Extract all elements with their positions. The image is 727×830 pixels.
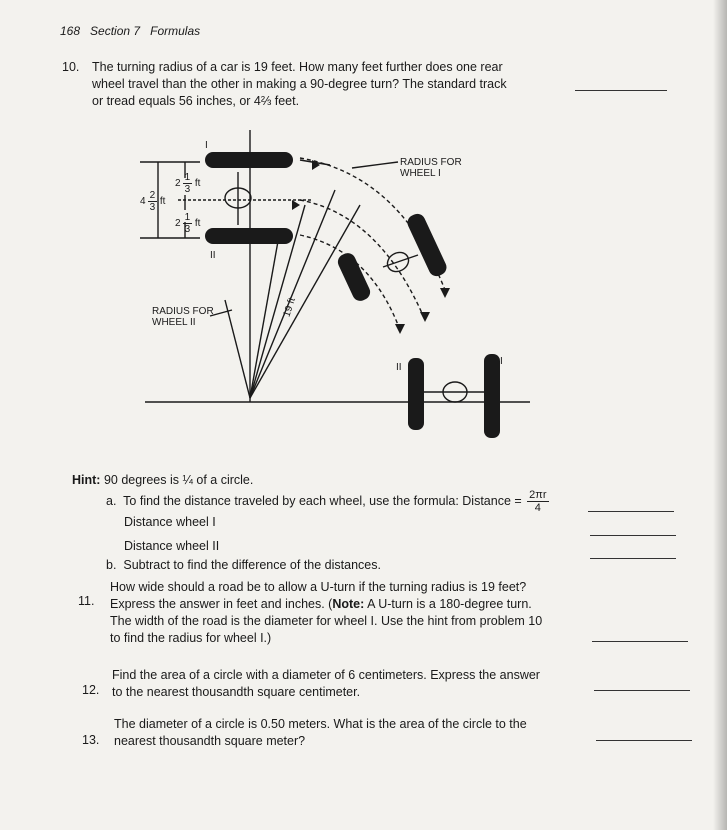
hint-line	[72, 472, 253, 489]
q12-text: Find the area of a circle with a diameter of 6 centimeters. Express the answer to the nearest thousandth square centimeter.	[112, 668, 540, 699]
wheel-top-2	[205, 228, 293, 244]
q13-number: 13.	[82, 733, 100, 747]
radius-wheel2-line	[225, 300, 250, 398]
distance-wheel2-label: Distance wheel II	[124, 539, 220, 553]
wheel-bottom-1	[484, 354, 500, 438]
section-label: Section 7	[90, 24, 141, 38]
q13-answer-line[interactable]	[596, 740, 692, 741]
hint-label: Hint:	[72, 473, 101, 487]
q10-number: 10.	[62, 60, 80, 74]
dim-half-bottom-label: 2 $\frac{1}{3}$ ft	[175, 212, 201, 235]
wheel-angled-2	[335, 251, 372, 304]
page-number: 168	[60, 24, 81, 38]
label-radius-wheel1: RADIUS FOR WHEEL I	[400, 157, 462, 179]
label-wheel1-bottom: I	[500, 356, 503, 367]
distance-wheel2-answer-line[interactable]	[590, 535, 676, 536]
hint-b: b. Subtract to find the difference of the distances.	[106, 558, 381, 572]
dim-half-top-label: 2 $\frac{1}{3}$ ft	[175, 172, 201, 195]
q12-number: 12.	[82, 683, 100, 697]
hint-b-text: Subtract to find the difference of the distances.	[123, 558, 381, 572]
q11-number: 11.	[78, 594, 95, 608]
hint-text: 90 degrees is ¼ of a circle.	[103, 473, 254, 487]
distance-formula: $\frac{2\pi r}{4}$	[529, 489, 547, 514]
page-edge-shadow	[713, 0, 727, 830]
q10-line3: or tread equals 56 inches, or 4⅔ feet.	[92, 94, 300, 108]
q12-answer-line[interactable]	[594, 690, 690, 691]
hint-b-answer-line[interactable]	[590, 558, 676, 559]
section-title: Formulas	[150, 24, 201, 38]
label-radius-wheel2: RADIUS FOR WHEEL II	[152, 306, 214, 328]
radius-line-1	[250, 190, 335, 398]
label-wheel1-top: I	[205, 140, 208, 151]
dim-total-label: 4 $\frac{2}{3}$ ft	[140, 190, 166, 213]
q13-text: The diameter of a circle is 0.50 meters. What is the area of the circle to the nearest thousandth square meter?	[114, 717, 527, 748]
distance-wheel1-label: Distance wheel I	[124, 515, 216, 529]
q10-line1: The turning radius of a car is 19 feet. How many feet further does one rear	[92, 60, 503, 74]
wheel-top-1	[205, 152, 293, 168]
q11-text: How wide should a road be to allow a U-turn if the turning radius is 19 feet? Express the answer in feet and inches. (Note: A U-turn is a 180-degree turn. The width of the road is the diameter for wheel I. Use the hint from problem 10 to find the radius for wheel I.)	[110, 580, 543, 645]
q11-answer-line[interactable]	[592, 641, 688, 642]
distance-wheel1-answer-line[interactable]	[588, 511, 674, 512]
label-19ft: 19 ft	[281, 296, 298, 319]
label-wheel2-top: II	[210, 250, 216, 261]
label-wheel2-bottom: II	[396, 362, 402, 373]
wheel-bottom-2	[408, 358, 424, 430]
hint-a: a. To find the distance traveled by each wheel, use the formula: Distance = $\frac{2\pi r}{4}$	[106, 489, 547, 514]
wheel-angled-1	[405, 211, 449, 278]
hint-a-text: To find the distance traveled by each wheel, use the formula: Distance =	[123, 493, 522, 508]
q10-line2: wheel travel than the other in making a 90-degree turn? The standard track	[92, 77, 507, 91]
